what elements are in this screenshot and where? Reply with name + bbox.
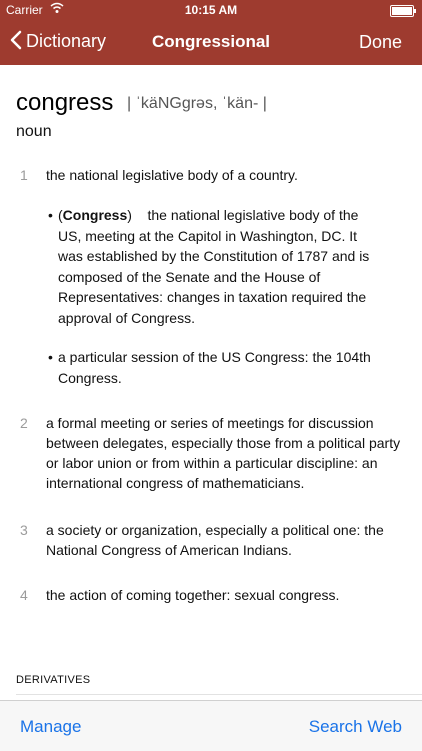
subsense-2 (48, 347, 383, 388)
part-of-speech: noun (16, 123, 52, 140)
sense-number: 3 (20, 522, 28, 538)
done-button[interactable]: Done (358, 32, 402, 52)
sense-text: the action of coming together: sexual congress. (46, 587, 340, 603)
status-bar (0, 0, 422, 20)
subsense-text: the national legislative body of the US, meeting at the Capitol in Washington, DC. It was established by the Constitution of 1787 and is composed of the Senate and the House of Representatives: changes in taxation required the approval of Congress. (58, 207, 374, 326)
sense-text: a society or organization, especially a political one: the National Congress of American Indians. (46, 522, 384, 558)
pronunciation: | ˈkäNGgrəs, ˈkän- | (127, 95, 267, 112)
definition-content (0, 65, 422, 700)
subsense-text: a particular session of the US Congress: the 104th Congress. (58, 349, 371, 386)
bottom-toolbar (0, 700, 422, 751)
subsense-bold-term: Congress (62, 207, 128, 223)
status-time: 10:15 AM (184, 3, 238, 17)
back-label[interactable]: Dictionary (26, 31, 107, 51)
subsense-1: • (Congress) the national legislative body of the US, meeting at the Capitol in Washington, DC. It was established by the Constitution of 1787 and is composed of the Senate and the House of Representatives: changes in taxation required the approval of Congress. (48, 207, 374, 326)
divider (16, 694, 422, 695)
manage-button[interactable]: Manage (20, 717, 82, 736)
bullet: • (48, 207, 53, 223)
navigation-bar (0, 0, 422, 65)
derivatives-heading: DERIVATIVES (16, 674, 91, 686)
carrier-label: Carrier (6, 3, 43, 17)
headword: congress (16, 89, 114, 116)
page-title: Congressional (151, 32, 271, 51)
battery-icon (390, 5, 414, 17)
search-web-button[interactable]: Search Web (308, 717, 402, 736)
nav-row (0, 20, 422, 65)
bullet: • (48, 349, 53, 365)
sense-number: 2 (20, 415, 28, 431)
sense-text: the national legislative body of a country. (46, 167, 298, 183)
sense-text: a formal meeting or series of meetings for discussion between delegates, especially those from a political party or labor union or from within a particular discipline: an international congress of mathematicians. (46, 415, 401, 491)
sense-number: 4 (20, 587, 28, 603)
sense-number: 1 (20, 167, 28, 183)
